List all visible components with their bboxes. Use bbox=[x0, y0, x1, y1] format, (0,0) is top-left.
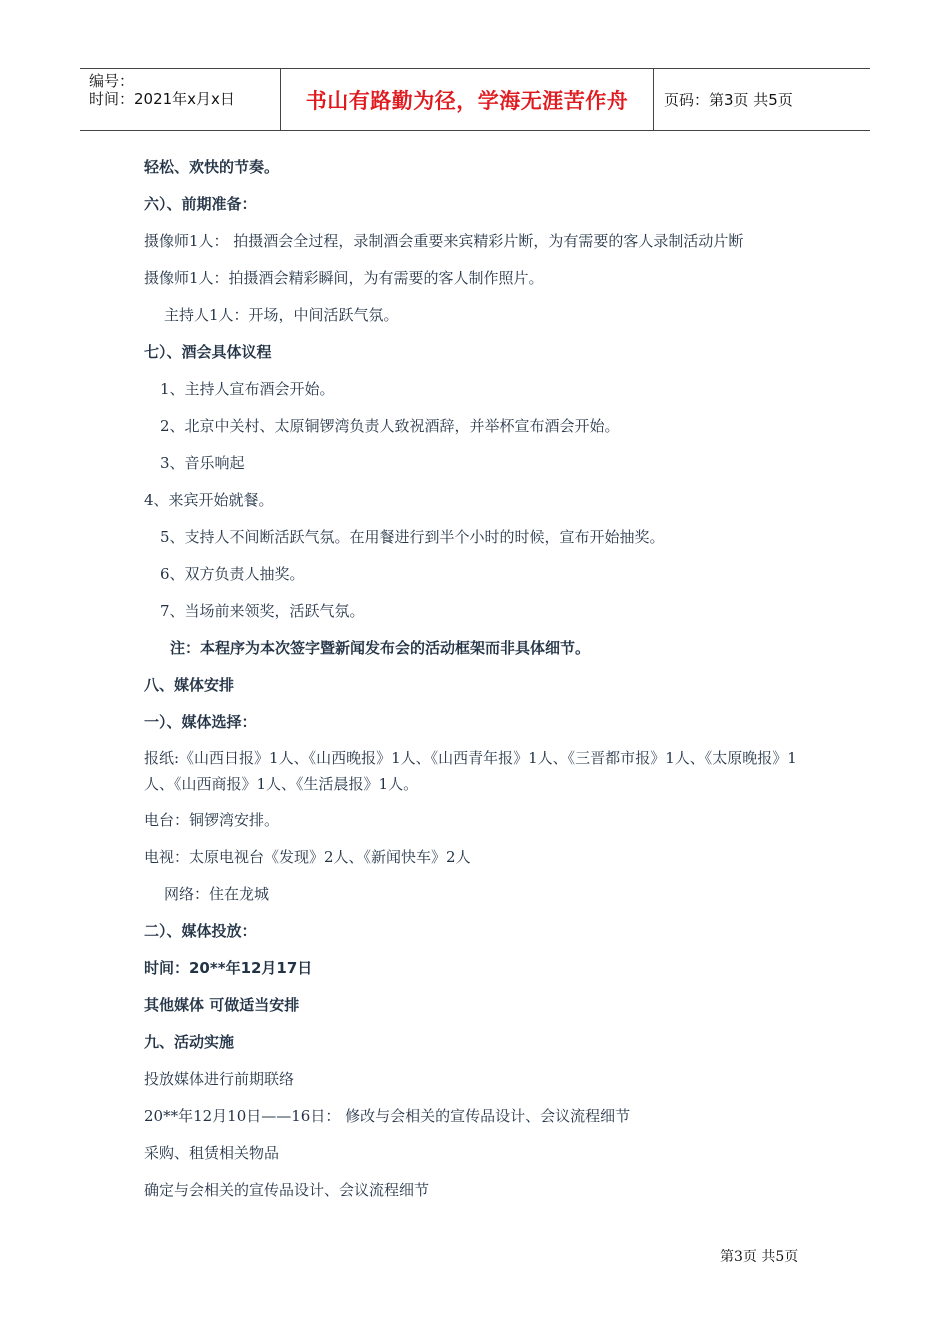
page-footer: 第3页 共5页 bbox=[720, 1249, 799, 1265]
agenda-item: 4、来宾开始就餐。 bbox=[144, 491, 274, 509]
paragraph-radio: 电台：铜锣湾安排。 bbox=[144, 811, 280, 829]
paragraph-television: 电视：太原电视台《发现》2人、《新闻快车》2人 bbox=[144, 848, 471, 866]
section-heading-preparation: 六）、前期准备： bbox=[144, 195, 257, 213]
paragraph-photographer: 摄像师1人：拍摄酒会精彩瞬间，为有需要的客人制作照片。 bbox=[144, 269, 544, 287]
section-heading-implementation: 九、活动实施 bbox=[144, 1033, 235, 1051]
paragraph-rhythm: 轻松、欢快的节奏。 bbox=[144, 158, 280, 176]
paragraph-newspapers: 报纸:《山西日报》1人、《山西晚报》1人、《山西青年报》1人、《三晋都市报》1人、《太原晚报》1人、《山西商报》1人、《生活晨报》1人。 bbox=[144, 749, 797, 793]
paragraph-internet: 网络：住在龙城 bbox=[164, 885, 270, 903]
agenda-item: 7、当场前来领奖，活跃气氛。 bbox=[160, 602, 365, 620]
header-page-info: 页码：第3页 共5页 bbox=[664, 91, 793, 109]
paragraph-videographer: 摄像师1人： 拍摄酒会全过程，录制酒会重要来宾精彩片断，为有需要的客人录制活动片断 bbox=[144, 232, 744, 250]
agenda-item: 1、主持人宣布酒会开始。 bbox=[160, 380, 335, 398]
header-page-cell bbox=[654, 69, 870, 130]
document-date: 时间：2021年x月x日 bbox=[89, 90, 235, 108]
section-heading-agenda: 七）、酒会具体议程 bbox=[144, 343, 272, 361]
agenda-note: 注：本程序为本次签字暨新闻发布会的活动框架而非具体细节。 bbox=[170, 639, 591, 657]
section-heading-media-placement: 二）、媒体投放： bbox=[144, 922, 257, 940]
document-number-label: 编号： bbox=[89, 72, 135, 90]
section-heading-media: 八、媒体安排 bbox=[144, 676, 235, 694]
paragraph-implementation: 采购、租赁相关物品 bbox=[144, 1144, 280, 1162]
agenda-item: 5、支持人不间断活跃气氛。在用餐进行到半个小时的时候，宣布开始抽奖。 bbox=[160, 528, 665, 546]
header-meta-cell bbox=[80, 69, 281, 130]
agenda-item: 6、双方负责人抽奖。 bbox=[160, 565, 305, 583]
paragraph-implementation: 投放媒体进行前期联络 bbox=[144, 1070, 295, 1088]
header-motto-cell bbox=[281, 69, 654, 130]
paragraph-implementation: 确定与会相关的宣传品设计、会议流程细节 bbox=[144, 1181, 430, 1199]
paragraph-other-media: 其他媒体 可做适当安排 bbox=[144, 996, 300, 1014]
header-motto: 书山有路勤为径，学海无涯苦作舟 bbox=[305, 88, 629, 113]
section-heading-media-selection: 一）、媒体选择： bbox=[144, 713, 257, 731]
page-header bbox=[80, 68, 870, 131]
paragraph-host: 主持人1人：开场，中间活跃气氛。 bbox=[164, 306, 399, 324]
paragraph-placement-date: 时间：20**年12月17日 bbox=[144, 959, 313, 977]
agenda-item: 3、音乐响起 bbox=[160, 454, 245, 472]
paragraph-implementation: 20**年12月10日——16日： 修改与会相关的宣传品设计、会议流程细节 bbox=[144, 1107, 631, 1125]
agenda-item: 2、北京中关村、太原铜锣湾负责人致祝酒辞，并举杯宣布酒会开始。 bbox=[160, 417, 620, 435]
